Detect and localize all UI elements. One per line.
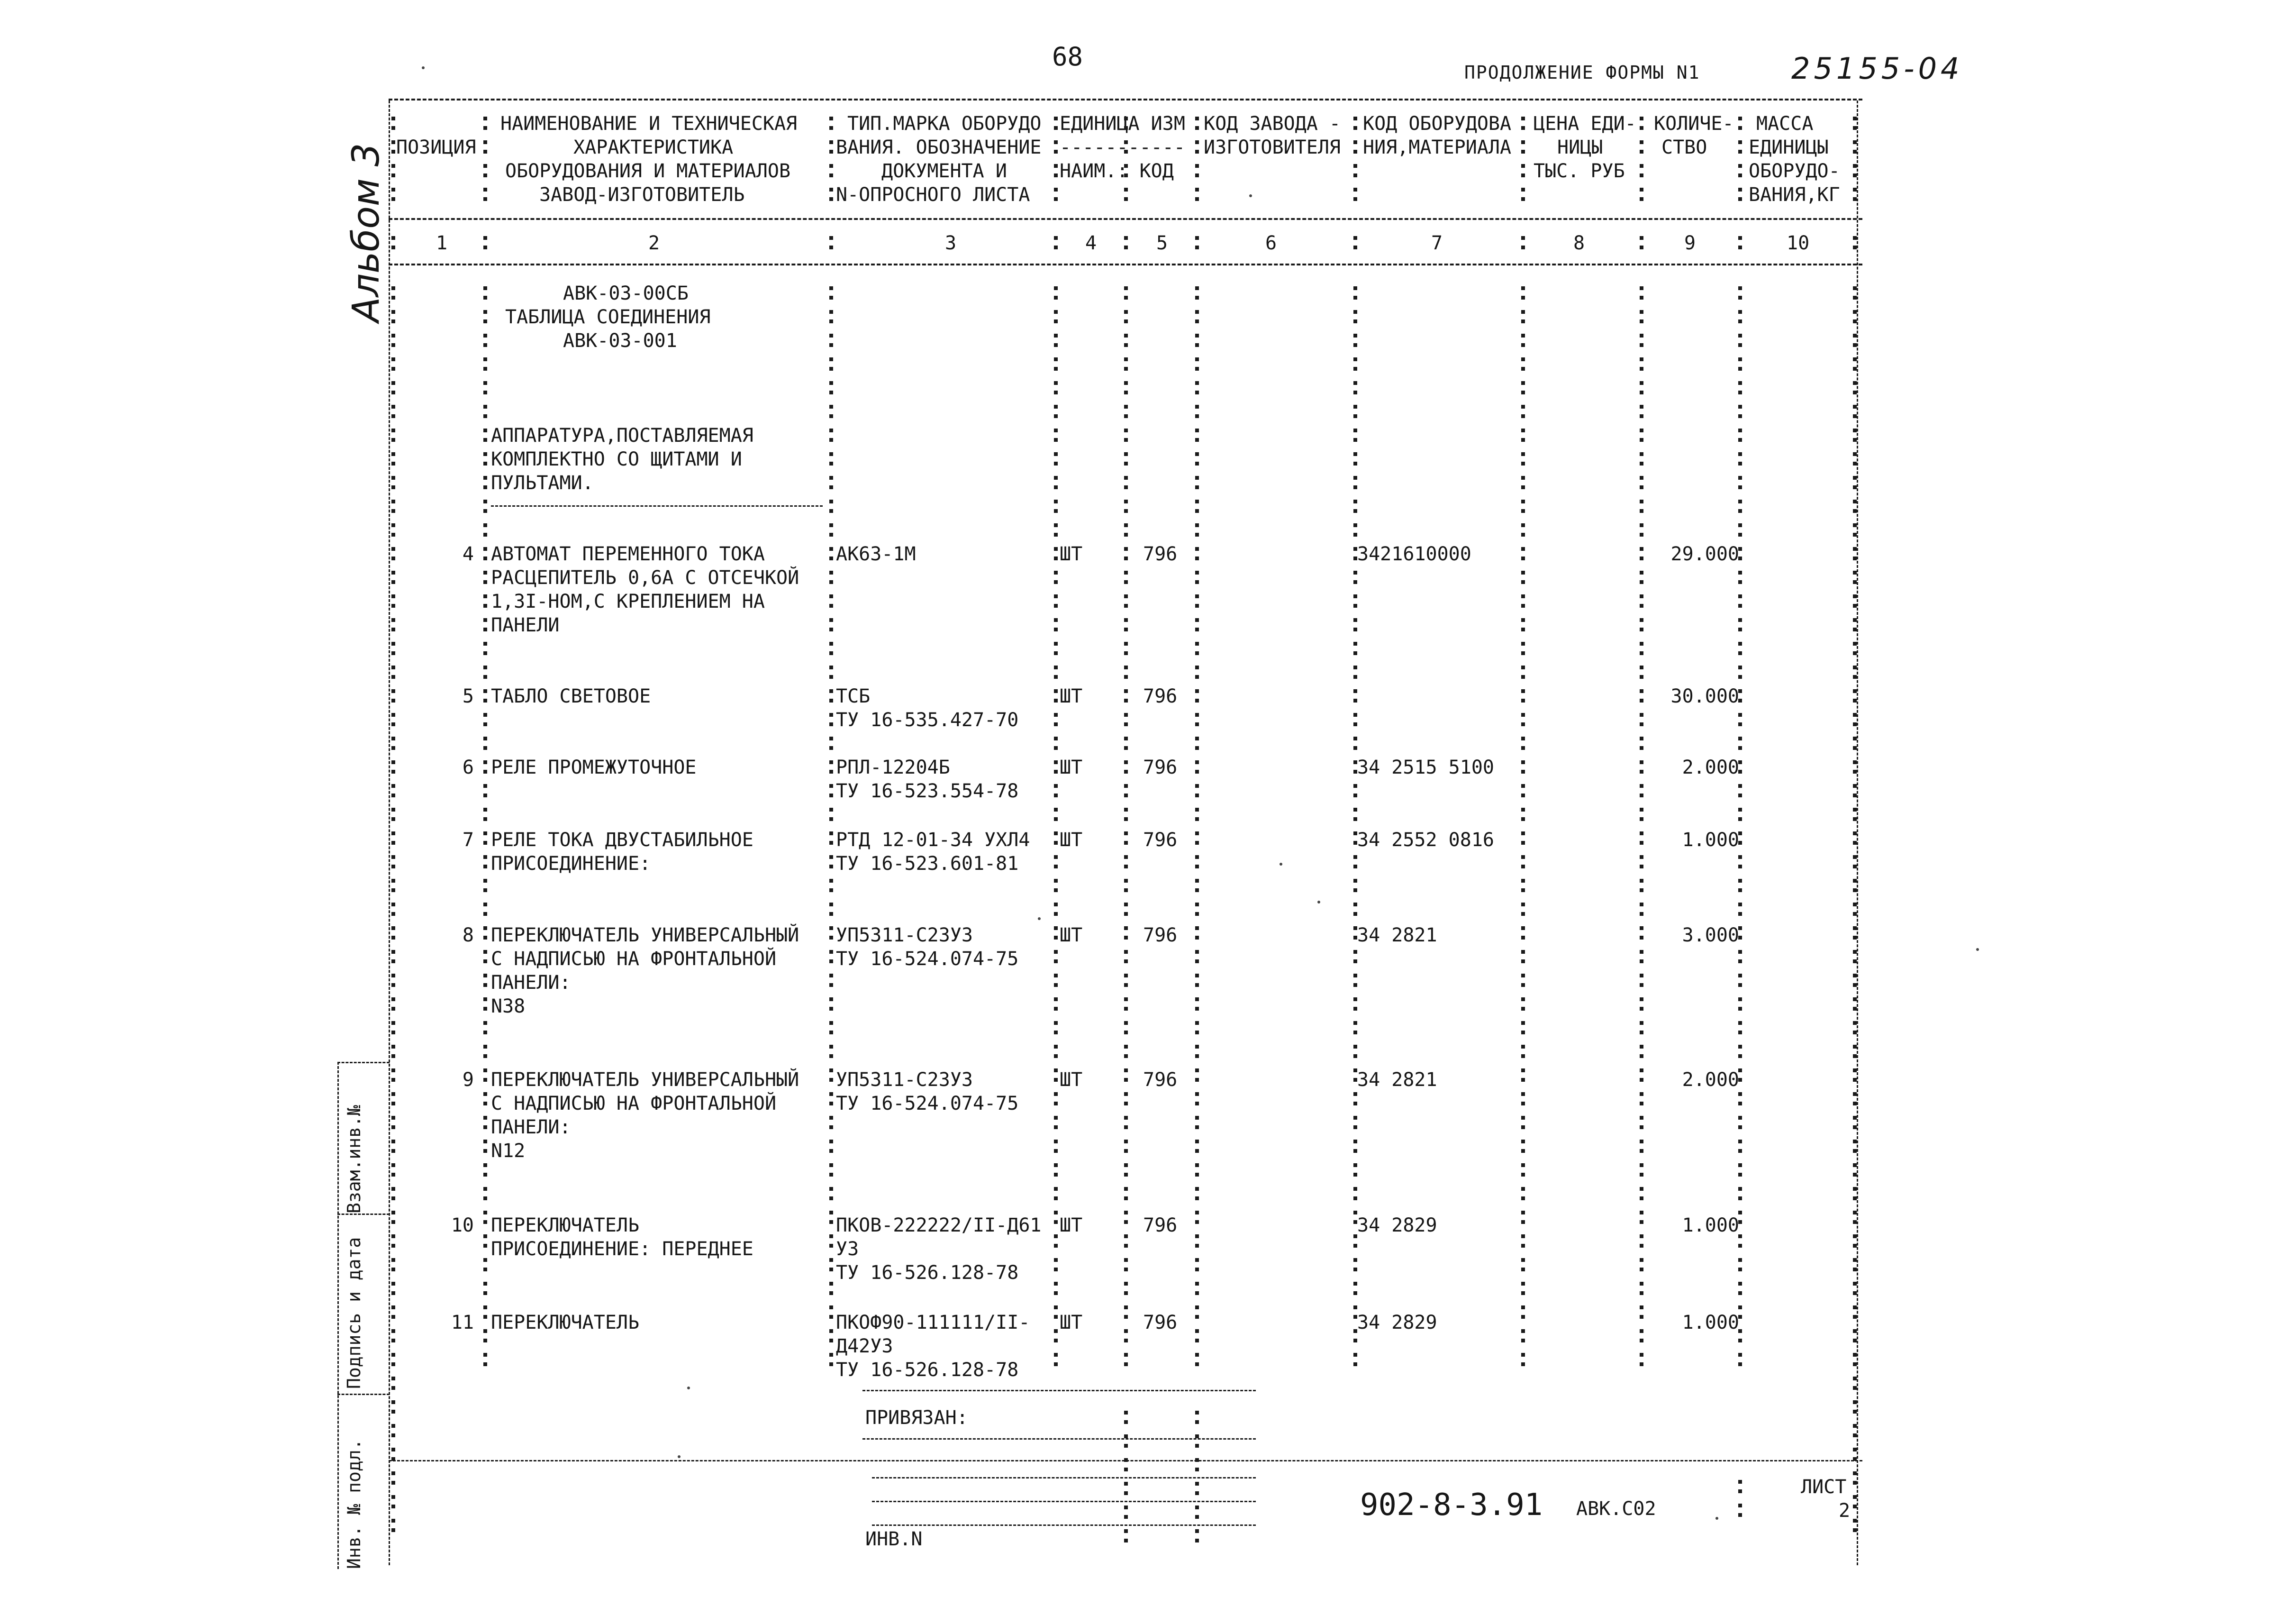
item-type-line: ТУ 16-523.601-81 bbox=[836, 853, 1019, 875]
binding-label: ПРИВЯЗАН: bbox=[865, 1407, 968, 1429]
unit-code: 796 bbox=[1143, 1214, 1178, 1236]
item-name-line: РЕЛЕ ПРОМЕЖУТОЧНОЕ bbox=[491, 757, 697, 778]
handwritten-doc-number: 25155-04 bbox=[1791, 51, 1963, 86]
item-type-line: ПКОВ-222222/II-Д61 bbox=[836, 1214, 1042, 1236]
equipment-code: 34 2821 bbox=[1357, 924, 1437, 946]
item-name-line: С НАДПИСЬЮ НА ФРОНТАЛЬНОЙ bbox=[491, 1093, 777, 1114]
side-stamp-rule bbox=[337, 1062, 390, 1063]
header-col10-line3: ОБОРУДО- bbox=[1749, 160, 1840, 182]
item-name-line: ПЕРЕКЛЮЧАТЕЛЬ bbox=[491, 1312, 640, 1333]
equipment-code: 34 2829 bbox=[1357, 1214, 1437, 1236]
table-bottom-rule bbox=[389, 1460, 1862, 1461]
document-sheet-code: АВК.С02 bbox=[1576, 1498, 1656, 1520]
header-col10-line1: МАССА bbox=[1756, 113, 1814, 135]
position-number: 11 bbox=[451, 1312, 474, 1333]
unit-name: ШТ bbox=[1060, 1069, 1083, 1091]
unit-code: 796 bbox=[1143, 685, 1178, 707]
intro-line: АВК-03-001 bbox=[563, 330, 677, 352]
item-type-line: РПЛ-12204Б bbox=[836, 757, 950, 778]
document-code: 902-8-3.91 bbox=[1360, 1487, 1543, 1523]
unit-name: ШТ bbox=[1060, 1312, 1083, 1333]
item-type-line: АК63-1М bbox=[836, 543, 916, 565]
colnum-5: 5 bbox=[1156, 232, 1168, 254]
position-number: 8 bbox=[462, 924, 474, 946]
position-number: 5 bbox=[462, 685, 474, 707]
item-type-line: УП5311-С23У3 bbox=[836, 1069, 973, 1091]
side-stamp-border bbox=[337, 1062, 339, 1569]
header-col2-line3: ОБОРУДОВАНИЯ И МАТЕРИАЛОВ bbox=[505, 160, 791, 182]
header-col8-line3: ТЫС. РУБ bbox=[1534, 160, 1625, 182]
item-type-line: ПКОФ90-111111/II- bbox=[836, 1312, 1030, 1333]
unit-code: 796 bbox=[1143, 543, 1178, 565]
quantity: 29.000 bbox=[1670, 543, 1739, 565]
item-type-line: УП5311-С23У3 bbox=[836, 924, 973, 946]
page-number: 68 bbox=[1052, 42, 1083, 72]
header-col45-line2: ----------- bbox=[1060, 137, 1185, 158]
binding-top-rule bbox=[862, 1390, 1256, 1391]
header-col9-line1: КОЛИЧЕ- bbox=[1654, 113, 1734, 135]
intro-line: ТАБЛИЦА СОЕДИНЕНИЯ bbox=[505, 306, 711, 328]
stamp-rule-1 bbox=[872, 1477, 1256, 1478]
unit-name: ШТ bbox=[1060, 685, 1083, 707]
item-name-line: ПЕРЕКЛЮЧАТЕЛЬ УНИВЕРСАЛЬНЫЙ bbox=[491, 924, 799, 946]
stamp-rule-3 bbox=[872, 1524, 1256, 1526]
position-number: 10 bbox=[451, 1214, 474, 1236]
colnum-9: 9 bbox=[1684, 232, 1696, 254]
item-name-line: ПЕРЕКЛЮЧАТЕЛЬ bbox=[491, 1214, 640, 1236]
header-col7-line2: НИЯ,МАТЕРИАЛА bbox=[1363, 137, 1512, 158]
signature-date-stamp: Подпись и дата bbox=[344, 1237, 364, 1389]
equipment-code: 34 2552 0816 bbox=[1357, 829, 1494, 851]
stamp-rule-2 bbox=[872, 1501, 1256, 1502]
item-name-line: ПРИСОЕДИНЕНИЕ: ПЕРЕДНЕЕ bbox=[491, 1238, 753, 1260]
header-col7-line1: КОД ОБОРУДОВА bbox=[1363, 113, 1512, 135]
item-name-line: ПЕРЕКЛЮЧАТЕЛЬ УНИВЕРСАЛЬНЫЙ bbox=[491, 1069, 799, 1091]
colnum-7: 7 bbox=[1431, 232, 1443, 254]
item-type-line: ТУ 16-526.128-78 bbox=[836, 1359, 1019, 1381]
colnum-3: 3 bbox=[945, 232, 957, 254]
item-name-line: N12 bbox=[491, 1140, 526, 1162]
scan-speck bbox=[1715, 1517, 1718, 1520]
quantity: 2.000 bbox=[1682, 757, 1739, 778]
equipment-code: 34 2515 5100 bbox=[1357, 757, 1494, 778]
scan-speck bbox=[687, 1387, 690, 1389]
scan-speck bbox=[678, 1455, 681, 1458]
header-col8-line1: ЦЕНА ЕДИ- bbox=[1534, 113, 1636, 135]
item-type-line: У3 bbox=[836, 1238, 859, 1260]
continuation-label: ПРОДОЛЖЕНИЕ ФОРМЫ N1 bbox=[1464, 62, 1700, 83]
quantity: 30.000 bbox=[1670, 685, 1739, 707]
item-name-line: РЕЛЕ ТОКА ДВУСТАБИЛЬНОЕ bbox=[491, 829, 753, 851]
unit-code: 796 bbox=[1143, 757, 1178, 778]
intro-line: АВК-03-00СБ bbox=[563, 283, 689, 304]
item-name-line: С НАДПИСЬЮ НА ФРОНТАЛЬНОЙ bbox=[491, 948, 777, 970]
item-type-line: ТУ 16-535.427-70 bbox=[836, 709, 1019, 731]
scan-speck bbox=[1976, 948, 1979, 951]
item-type-line: ТУ 16-524.074-75 bbox=[836, 1093, 1019, 1114]
item-name-line: ПАНЕЛИ: bbox=[491, 1116, 571, 1138]
section-underline bbox=[491, 505, 823, 507]
position-number: 7 bbox=[462, 829, 474, 851]
position-number: 6 bbox=[462, 757, 474, 778]
header-col8-line2: НИЦЫ bbox=[1557, 137, 1603, 158]
unit-name: ШТ bbox=[1060, 1214, 1083, 1236]
item-name-line: ПРИСОЕДИНЕНИЕ: bbox=[491, 853, 651, 875]
header-bottom-rule bbox=[389, 218, 1862, 220]
header-col10-line2: ЕДИНИЦЫ bbox=[1749, 137, 1829, 158]
colnum-8: 8 bbox=[1573, 232, 1585, 254]
colnum-10: 10 bbox=[1787, 232, 1810, 254]
colnum-bottom-rule bbox=[389, 264, 1862, 265]
item-name-line: ТАБЛО СВЕТОВОЕ bbox=[491, 685, 651, 707]
quantity: 1.000 bbox=[1682, 1214, 1739, 1236]
item-name-line: ПАНЕЛИ bbox=[491, 614, 560, 636]
section-line: АППАРАТУРА,ПОСТАВЛЯЕМАЯ bbox=[491, 425, 753, 447]
left-border bbox=[389, 100, 390, 1565]
side-stamp-rule bbox=[337, 1214, 390, 1215]
scan-speck bbox=[1280, 863, 1282, 866]
item-type-line: РТД 12-01-34 УХЛ4 bbox=[836, 829, 1030, 851]
header-col2-line2: ХАРАКТЕРИСТИКА bbox=[573, 137, 734, 158]
position-number: 9 bbox=[462, 1069, 474, 1091]
header-col45-line3: НАИМ.: КОД bbox=[1060, 160, 1174, 182]
header-col3-line2: ВАНИЯ. ОБОЗНАЧЕНИЕ bbox=[836, 137, 1042, 158]
header-col2-line4: ЗАВОД-ИЗГОТОВИТЕЛЬ bbox=[539, 184, 745, 206]
colnum-6: 6 bbox=[1265, 232, 1277, 254]
unit-name: ШТ bbox=[1060, 924, 1083, 946]
unit-code: 796 bbox=[1143, 924, 1178, 946]
scan-speck bbox=[1249, 194, 1252, 197]
unit-name: ШТ bbox=[1060, 829, 1083, 851]
inventory-number-label: ИНВ.N bbox=[865, 1528, 923, 1550]
equipment-code: 34 2829 bbox=[1357, 1312, 1437, 1333]
equipment-code: 34 2821 bbox=[1357, 1069, 1437, 1091]
section-line: ПУЛЬТАМИ. bbox=[491, 472, 594, 494]
item-name-line: АВТОМАТ ПЕРЕМЕННОГО ТОКА bbox=[491, 543, 765, 565]
table-top-rule bbox=[389, 99, 1862, 100]
scan-speck bbox=[1317, 901, 1320, 903]
item-type-line: ТСБ bbox=[836, 685, 871, 707]
item-type-line: ТУ 16-526.128-78 bbox=[836, 1262, 1019, 1284]
unit-code: 796 bbox=[1143, 829, 1178, 851]
item-type-line: ТУ 16-523.554-78 bbox=[836, 780, 1019, 802]
item-name-line: ПАНЕЛИ: bbox=[491, 972, 571, 994]
scan-speck bbox=[422, 66, 425, 69]
unit-name: ШТ bbox=[1060, 543, 1083, 565]
side-stamp-rule bbox=[337, 1394, 390, 1395]
header-col45-line1: ЕДИНИЦА ИЗМ bbox=[1060, 113, 1185, 135]
header-col9-line2: СТВО bbox=[1661, 137, 1707, 158]
header-col3-line3: ДОКУМЕНТА И bbox=[881, 160, 1007, 182]
album-label: Альбом 3 bbox=[345, 143, 388, 322]
colnum-4: 4 bbox=[1085, 232, 1097, 254]
header-col6-line2: ИЗГОТОВИТЕЛЯ bbox=[1204, 137, 1341, 158]
sheet-label: ЛИСТ bbox=[1801, 1476, 1847, 1498]
quantity: 2.000 bbox=[1682, 1069, 1739, 1091]
item-name-line: N38 bbox=[491, 995, 526, 1017]
colnum-2: 2 bbox=[648, 232, 660, 254]
item-name-line: 1,3I-НОМ,С КРЕПЛЕНИЕМ НА bbox=[491, 591, 765, 612]
sheet-number: 2 bbox=[1839, 1500, 1851, 1522]
quantity: 3.000 bbox=[1682, 924, 1739, 946]
binding-bottom-rule bbox=[862, 1438, 1256, 1440]
item-type-line: Д42У3 bbox=[836, 1335, 893, 1357]
section-line: КОМПЛЕКТНО СО ЩИТАМИ И bbox=[491, 448, 742, 470]
header-col3-line1: ТИП.МАРКА ОБОРУДО bbox=[847, 113, 1042, 135]
position-number: 4 bbox=[462, 543, 474, 565]
replacement-inventory-stamp: Взам.инв.№ bbox=[344, 1105, 364, 1214]
item-type-line: ТУ 16-524.074-75 bbox=[836, 948, 1019, 970]
unit-name: ШТ bbox=[1060, 757, 1083, 778]
item-name-line: РАСЦЕПИТЕЛЬ 0,6А С ОТСЕЧКОЙ bbox=[491, 567, 799, 589]
header-col2-line1: НАИМЕНОВАНИЕ И ТЕХНИЧЕСКАЯ bbox=[500, 113, 798, 135]
original-inventory-stamp: Инв. № подл. bbox=[344, 1439, 364, 1569]
header-col3-line4: N-ОПРОСНОГО ЛИСТА bbox=[836, 184, 1030, 206]
right-border bbox=[1857, 100, 1858, 1565]
unit-code: 796 bbox=[1143, 1069, 1178, 1091]
quantity: 1.000 bbox=[1682, 829, 1739, 851]
unit-code: 796 bbox=[1143, 1312, 1178, 1333]
header-col10-line4: ВАНИЯ,КГ bbox=[1749, 184, 1840, 206]
equipment-code: 3421610000 bbox=[1357, 543, 1471, 565]
quantity: 1.000 bbox=[1682, 1312, 1739, 1333]
header-col6-line1: КОД ЗАВОДА - bbox=[1204, 113, 1341, 135]
scan-speck bbox=[1038, 917, 1041, 920]
colnum-1: 1 bbox=[436, 232, 448, 254]
header-col1-line2: ПОЗИЦИЯ bbox=[396, 137, 476, 158]
